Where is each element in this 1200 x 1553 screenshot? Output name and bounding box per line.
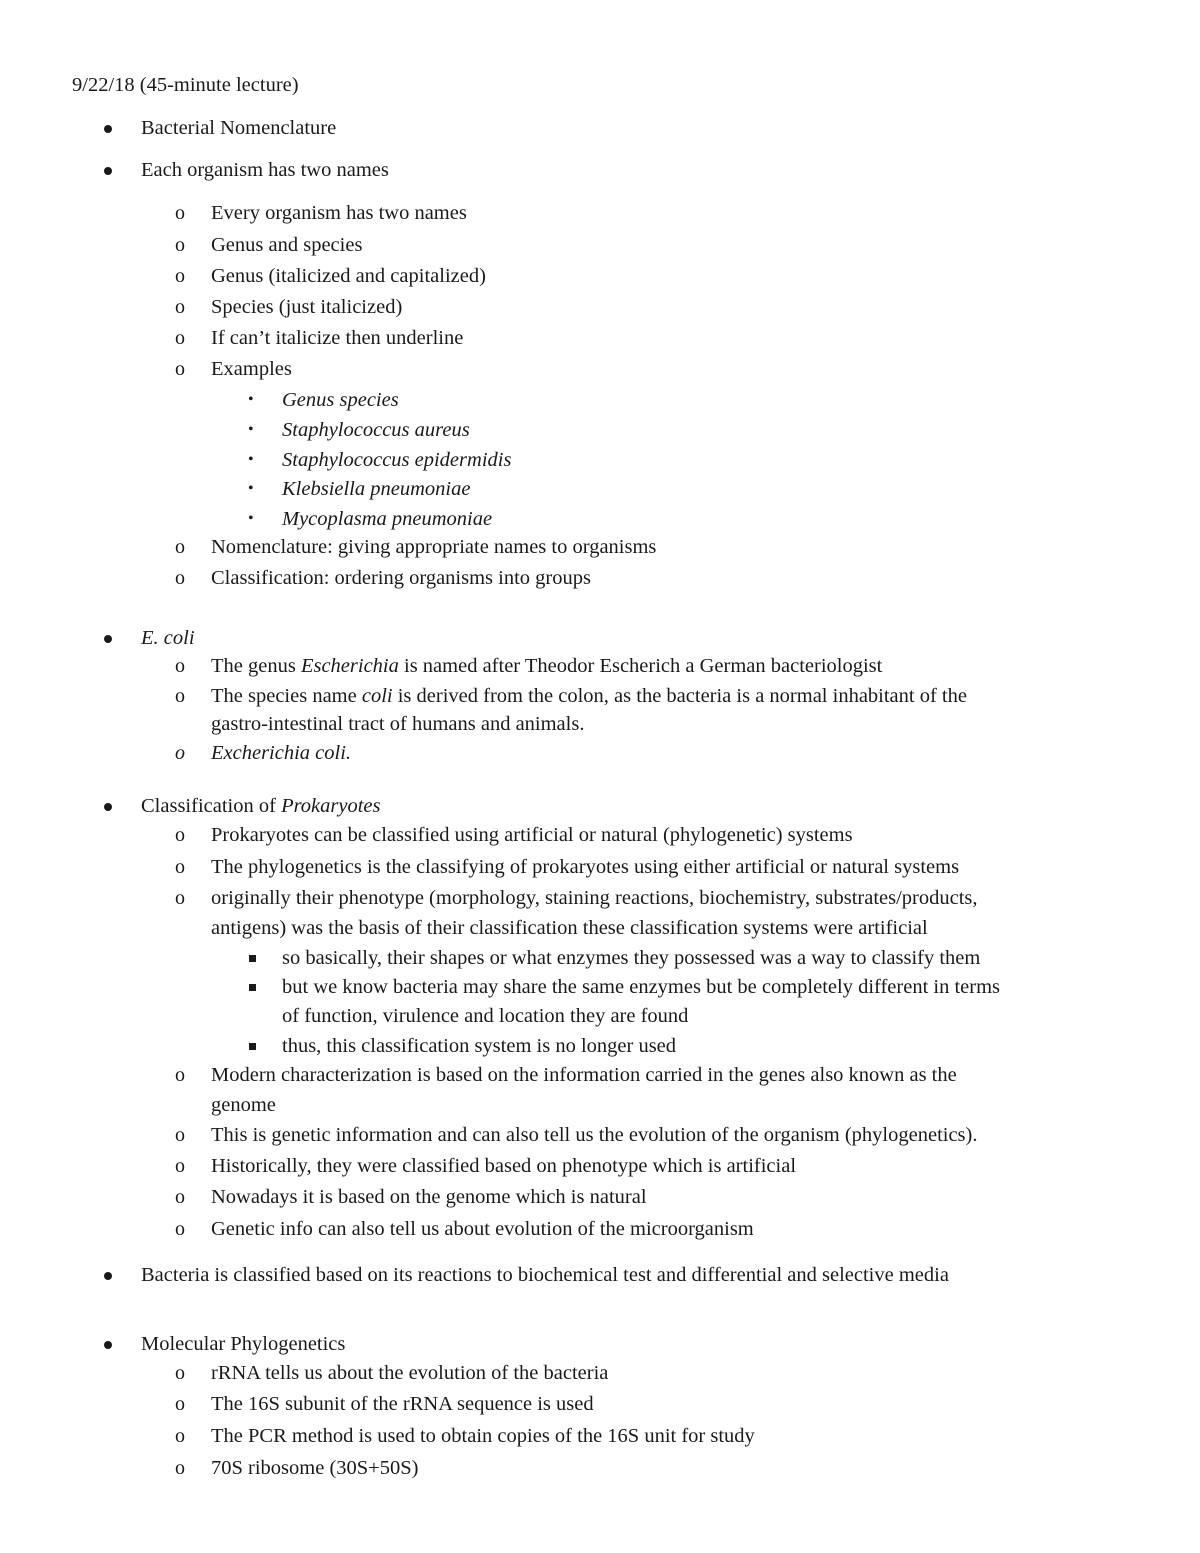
list-item: Excherichia coli. — [211, 742, 352, 764]
list-item: thus, this classification system is no longer used — [282, 1035, 677, 1057]
circle-bullet-icon: o — [175, 856, 185, 878]
list-item: Genus and species — [211, 234, 363, 256]
list-item: Genetic info can also tell us about evolution of the microorganism — [211, 1218, 754, 1240]
example-name: Klebsiella pneumoniae — [282, 478, 471, 500]
dot-bullet-icon: • — [248, 421, 254, 438]
list-item: Nomenclature: giving appropriate names to organisms — [211, 536, 657, 558]
circle-bullet-icon: o — [175, 1425, 185, 1447]
bullet-icon — [104, 635, 112, 643]
list-item-continuation: of function, virulence and location they are found — [282, 1005, 689, 1027]
section-title: Bacterial Nomenclature — [141, 117, 337, 139]
list-item: The genus Escherichia is named after Theodor Escherich a German bacteriologist — [211, 655, 883, 677]
dot-bullet-icon: • — [248, 451, 254, 468]
list-item-continuation: antigens) was the basis of their classification these classification systems were artificial — [211, 917, 928, 939]
example-name: Mycoplasma pneumoniae — [282, 508, 493, 530]
bullet-icon — [104, 167, 112, 175]
list-item: Nowadays it is based on the genome which is natural — [211, 1186, 647, 1208]
list-item: Examples — [211, 358, 292, 380]
circle-bullet-icon: o — [175, 685, 185, 707]
list-item: Every organism has two names — [211, 202, 467, 224]
circle-bullet-icon: o — [175, 1362, 185, 1384]
circle-bullet-icon: o — [175, 567, 185, 589]
dot-bullet-icon: • — [248, 480, 254, 497]
list-item: The phylogenetics is the classifying of prokaryotes using either artificial or natural systems — [211, 856, 960, 878]
circle-bullet-icon: o — [175, 1393, 185, 1415]
circle-bullet-icon: o — [175, 887, 185, 909]
list-item: Genus (italicized and capitalized) — [211, 265, 486, 287]
circle-bullet-icon: o — [175, 1155, 185, 1177]
list-item: Prokaryotes can be classified using artificial or natural (phylogenetic) systems — [211, 824, 853, 846]
list-item: 70S ribosome (30S+50S) — [211, 1457, 419, 1479]
example-name: Staphylococcus epidermidis — [282, 449, 512, 471]
circle-bullet-icon: o — [175, 358, 185, 380]
list-item: rRNA tells us about the evolution of the bacteria — [211, 1362, 609, 1384]
circle-bullet-icon: o — [175, 1218, 185, 1240]
circle-bullet-icon: o — [175, 742, 185, 764]
circle-bullet-icon: o — [175, 655, 185, 677]
list-item: Historically, they were classified based on phenotype which is artificial — [211, 1155, 797, 1177]
list-item: so basically, their shapes or what enzymes they possessed was a way to classify them — [282, 947, 981, 969]
section-title: Molecular Phylogenetics — [141, 1333, 346, 1355]
list-item: The species name coli is derived from the colon, as the bacteria is a normal inhabitant of the — [211, 685, 967, 707]
list-item: Each organism has two names — [141, 159, 389, 181]
circle-bullet-icon: o — [175, 234, 185, 256]
section-title: Bacteria is classified based on its reactions to biochemical test and differential and selective media — [141, 1264, 949, 1286]
circle-bullet-icon: o — [175, 265, 185, 287]
square-bullet-icon — [249, 955, 256, 962]
dot-bullet-icon: • — [248, 391, 254, 408]
list-item: Species (just italicized) — [211, 296, 403, 318]
bullet-icon — [104, 803, 112, 811]
circle-bullet-icon: o — [175, 824, 185, 846]
list-item: Modern characterization is based on the information carried in the genes also known as the — [211, 1064, 957, 1086]
circle-bullet-icon: o — [175, 1064, 185, 1086]
bullet-icon — [104, 125, 112, 133]
circle-bullet-icon: o — [175, 202, 185, 224]
list-item-continuation: genome — [211, 1094, 276, 1116]
circle-bullet-icon: o — [175, 1186, 185, 1208]
list-item: Classification: ordering organisms into groups — [211, 567, 591, 589]
list-item: The 16S subunit of the rRNA sequence is used — [211, 1393, 594, 1415]
section-title: Classification of Prokaryotes — [141, 795, 381, 817]
list-item: This is genetic information and can also tell us the evolution of the organism (phylogenetics). — [211, 1124, 978, 1146]
square-bullet-icon — [249, 1043, 256, 1050]
section-title: E. coli — [141, 627, 195, 649]
circle-bullet-icon: o — [175, 327, 185, 349]
list-item: The PCR method is used to obtain copies of the 16S unit for study — [211, 1425, 755, 1447]
circle-bullet-icon: o — [175, 536, 185, 558]
bullet-icon — [104, 1272, 112, 1280]
list-item: originally their phenotype (morphology, staining reactions, biochemistry, substrates/products, — [211, 887, 978, 909]
circle-bullet-icon: o — [175, 296, 185, 318]
list-item-continuation: gastro-intestinal tract of humans and animals. — [211, 713, 585, 735]
dot-bullet-icon: • — [248, 510, 254, 527]
circle-bullet-icon: o — [175, 1124, 185, 1146]
list-item: If can’t italicize then underline — [211, 327, 464, 349]
square-bullet-icon — [249, 984, 256, 991]
list-item: but we know bacteria may share the same enzymes but be completely different in terms — [282, 976, 1001, 998]
lecture-date-header: 9/22/18 (45-minute lecture) — [72, 74, 299, 96]
example-name: Genus species — [282, 389, 399, 411]
bullet-icon — [104, 1341, 112, 1349]
example-name: Staphylococcus aureus — [282, 419, 470, 441]
circle-bullet-icon: o — [175, 1457, 185, 1479]
